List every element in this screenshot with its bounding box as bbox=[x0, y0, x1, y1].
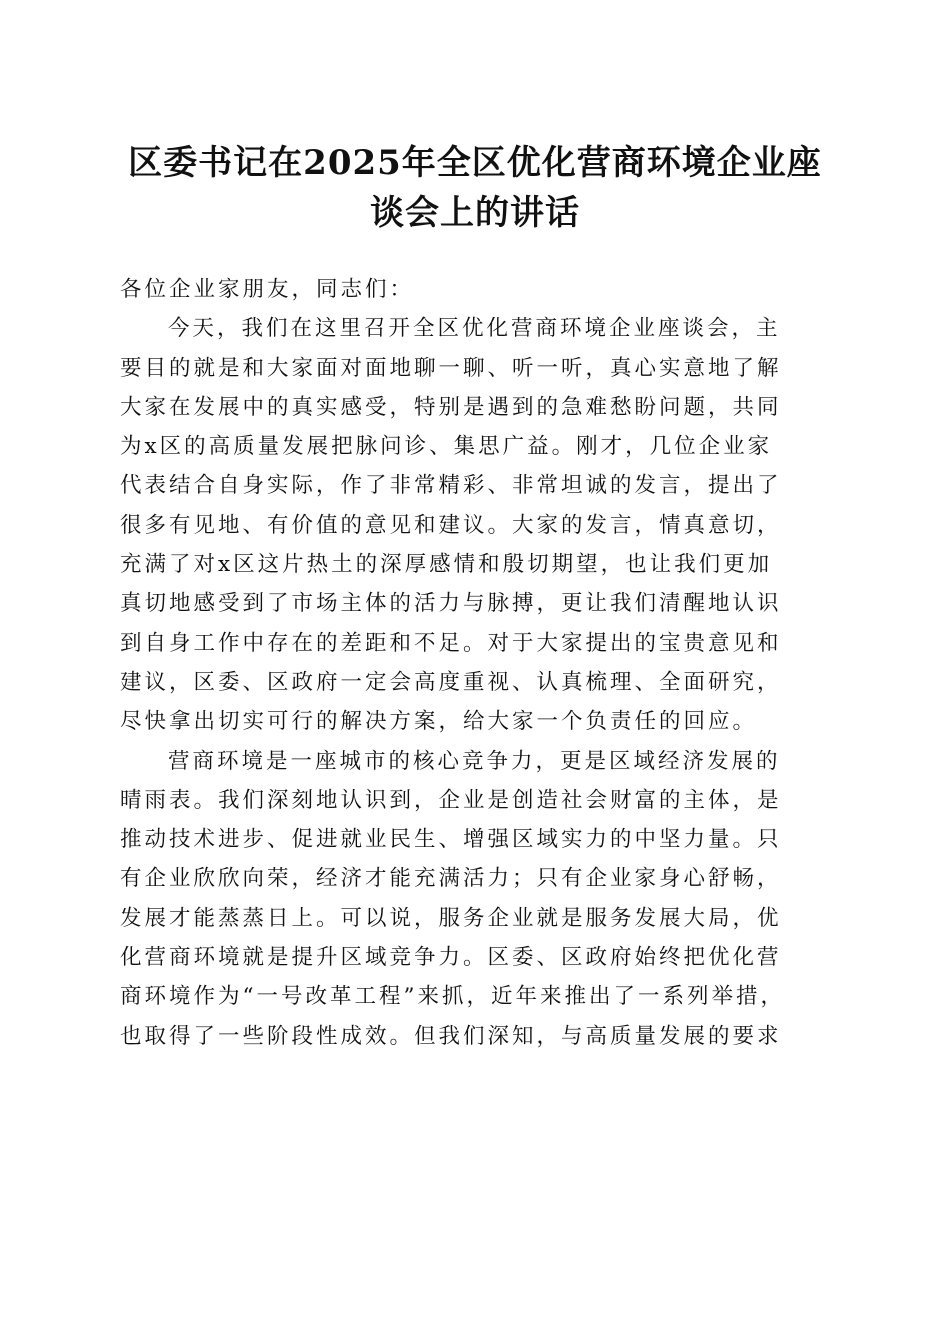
text-line: 有企业欣欣向荣，经济才能充满活力；只有企业家身心舒畅， bbox=[120, 866, 782, 892]
text-line: 很多有见地、有价值的意见和建议。大家的发言，情真意切， bbox=[120, 512, 782, 538]
text-line: 到自身工作中存在的差距和不足。对于大家提出的宝贵意见和 bbox=[120, 630, 782, 656]
page-title bbox=[100, 138, 850, 238]
text-line: 代表结合自身实际，作了非常精彩、非常坦诚的发言，提出了 bbox=[120, 473, 782, 499]
text-line: 大家在发展中的真实感受，特别是遇到的急难愁盼问题，共同 bbox=[120, 394, 782, 420]
text-line: 尽快拿出切实可行的解决方案，给大家一个负责任的回应。 bbox=[120, 709, 758, 735]
text-line: 化营商环境就是提升区域竞争力。区委、区政府始终把优化营 bbox=[120, 945, 782, 971]
text-line: 为x区的高质量发展把脉问诊、集思广益。刚才，几位企业家 bbox=[120, 434, 773, 460]
text-line: 晴雨表。我们深刻地认识到，企业是创造社会财富的主体，是 bbox=[120, 787, 782, 813]
text-line: 推动技术进步、促进就业民生、增强区域实力的中坚力量。只 bbox=[120, 827, 782, 853]
text-line: 商环境作为“一号改革工程”来抓，近年来推出了一系列举措， bbox=[120, 984, 785, 1010]
text-line: 要目的就是和大家面对面地聊一聊、听一听，真心实意地了解 bbox=[120, 355, 782, 381]
text-line: 发展才能蒸蒸日上。可以说，服务企业就是服务发展大局，优 bbox=[120, 905, 782, 931]
text-line: 建议，区委、区政府一定会高度重视、认真梳理、全面研究， bbox=[120, 669, 782, 695]
text-line: 营商环境是一座城市的核心竞争力，更是区域经济发展的 bbox=[168, 748, 781, 774]
title-line: 区委书记在2025年全区优化营商环境企业座 bbox=[128, 143, 822, 183]
text-line: 今天，我们在这里召开全区优化营商环境企业座谈会，主 bbox=[168, 316, 781, 342]
text-line: 也取得了一些阶段性成效。但我们深知，与高质量发展的要求 bbox=[120, 1023, 782, 1049]
paragraph-1 bbox=[120, 309, 830, 741]
salutation: 各位企业家朋友，同志们： bbox=[120, 277, 415, 302]
document-body bbox=[120, 270, 830, 1056]
title-line: 谈会上的讲话 bbox=[370, 193, 580, 233]
text-line: 充满了对x区这片热土的深厚感情和殷切期望，也让我们更加 bbox=[120, 552, 773, 578]
text-line: 真切地感受到了市场主体的活力与脉搏，更让我们清醒地认识 bbox=[120, 591, 782, 617]
paragraph-2 bbox=[120, 742, 830, 1056]
